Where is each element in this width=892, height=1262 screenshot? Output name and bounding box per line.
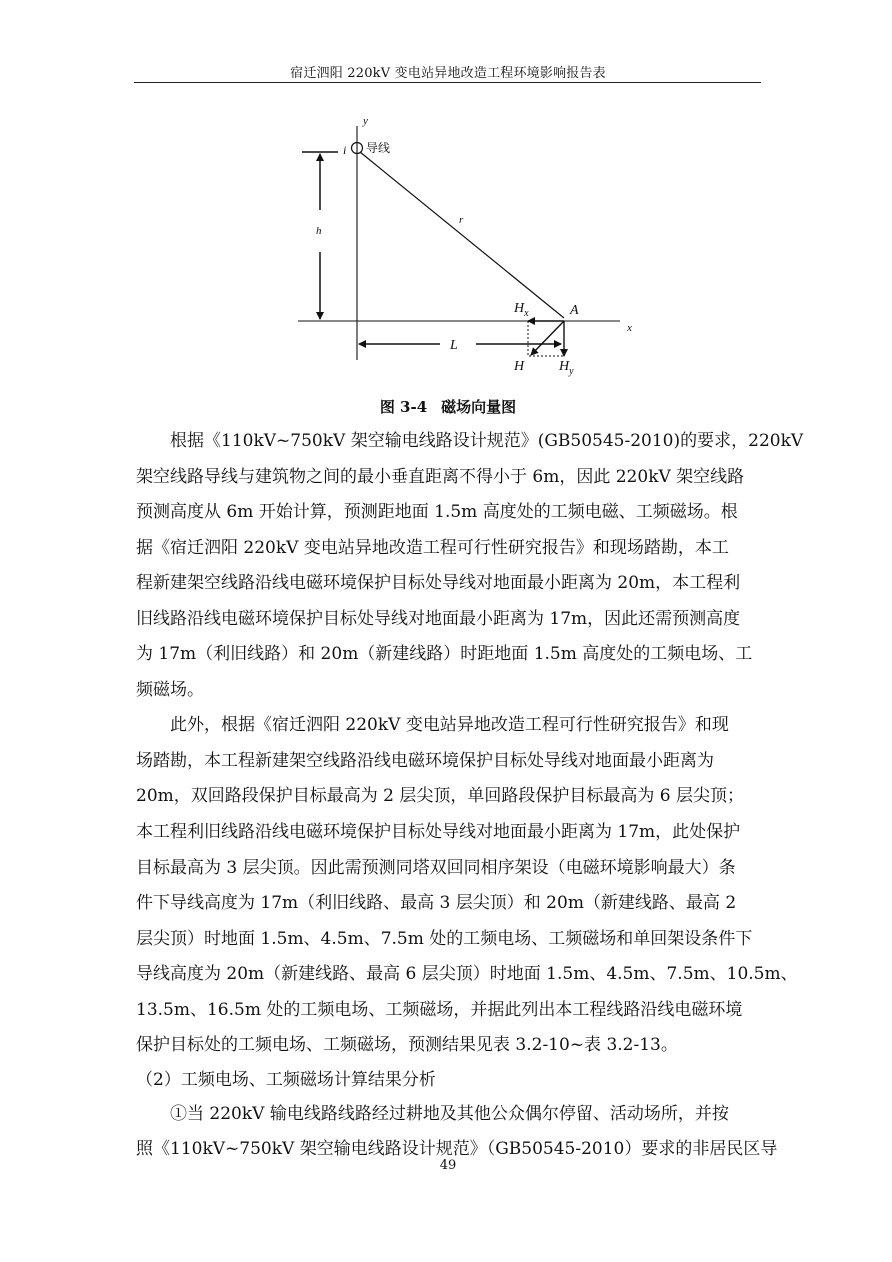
r-label: r: [459, 214, 464, 226]
text-line: 目标最高为 3 层尖顶。因此需预测同塔双回同相序架设（电磁环境影响最大）条: [136, 857, 736, 878]
header-rule: [134, 82, 761, 83]
l-label: L: [450, 338, 458, 353]
hx-label-sub: x: [524, 308, 529, 319]
text-line: ①当 220kV 输电线路线路经过耕地及其他公众偶尔停留、活动场所，并按: [136, 1103, 729, 1124]
hy-label: [558, 359, 574, 377]
figure-caption-number: 图 3-4: [379, 398, 428, 416]
text-line: 本工程利旧线路沿线电磁环境保护目标处导线对地面最小距离为 17m，此处保护: [136, 822, 741, 843]
conductor-label: 导线: [366, 141, 391, 155]
body-text: [136, 424, 804, 1168]
hx-label: [513, 301, 529, 319]
text-line: 根据《110kV~750kV 架空输电线路设计规范》(GB50545-2010)的要求，220kV: [136, 431, 804, 451]
page-header-title: 宿迁泗阳 220kV 变电站异地改造工程环境影响报告表: [290, 66, 606, 81]
h-vector-label: H: [514, 359, 525, 374]
text-line: 件下导线高度为 17m（利旧线路、最高 3 层尖顶）和 20m（新建线路、最高 2: [136, 893, 737, 914]
text-line: 照《110kV~750kV 架空输电线路设计规范》（GB50545-2010）要求的非居民区导: [136, 1139, 778, 1160]
page-number: 49: [439, 1158, 457, 1173]
text-line: 导线高度为 20m（新建线路、最高 6 层尖顶）时地面 1.5m、4.5m、7.5m、10.5m、: [136, 964, 798, 985]
x-axis-label: x: [627, 322, 632, 334]
h-label: h: [316, 225, 322, 237]
text-line: 此外，根据《宿迁泗阳 220kV 变电站异地改造工程可行性研究报告》和现: [136, 715, 729, 736]
point-a-label: A: [570, 303, 579, 318]
text-line: 据《宿迁泗阳 220kV 变电站异地改造工程可行性研究报告》和现场踏勘，本工: [136, 537, 729, 558]
text-line: 20m，双回路段保护目标最高为 2 层尖顶，单回路段保护目标最高为 6 层尖顶；: [136, 786, 744, 807]
r-line: [360, 152, 564, 318]
y-axis-label: y: [363, 115, 368, 127]
section-heading: （2）工频电场、工频磁场计算结果分析: [136, 1069, 436, 1090]
current-label: i: [343, 143, 347, 157]
hy-label-main: H: [559, 359, 570, 374]
figure-caption-title: 磁场向量图: [441, 398, 517, 416]
hy-label-sub: y: [569, 366, 574, 377]
hx-label-main: H: [514, 301, 525, 316]
text-line: 旧线路沿线电磁环境保护目标处导线对地面最小距离为 17m，因此还需预测高度: [136, 608, 741, 629]
text-line: 程新建架空线路沿线电磁环境保护目标处导线对地面最小距离为 20m，本工程利: [136, 573, 741, 594]
text-line: 层尖顶）时地面 1.5m、4.5m、7.5m 处的工频电场、工频磁场和单回架设条件下: [136, 928, 753, 949]
text-line: 为 17m（利旧线路）和 20m（新建线路）时距地面 1.5m 高度处的工频电场、工: [136, 644, 753, 665]
figure-caption: [136, 396, 760, 417]
text-line: 场踏勘，本工程新建架空线路沿线电磁环境保护目标处导线对地面最小距离为: [136, 750, 714, 771]
text-line: 频磁场。: [136, 679, 204, 700]
magnetic-vector-figure: [290, 112, 650, 391]
h-vector: [531, 321, 564, 355]
text-line: 保护目标处的工频电场、工频磁场，预测结果见表 3.2-10~表 3.2-13。: [136, 1035, 678, 1056]
text-line: 架空线路导线与建筑物之间的最小垂直距离不得小于 6m，因此 220kV 架空线路: [136, 466, 745, 487]
text-line: 13.5m、16.5m 处的工频电场、工频磁场，并据此列出本工程线路沿线电磁环境: [136, 999, 743, 1020]
text-line: 预测高度从 6m 开始计算，预测距地面 1.5m 高度处的工频电磁、工频磁场。根: [136, 502, 738, 523]
